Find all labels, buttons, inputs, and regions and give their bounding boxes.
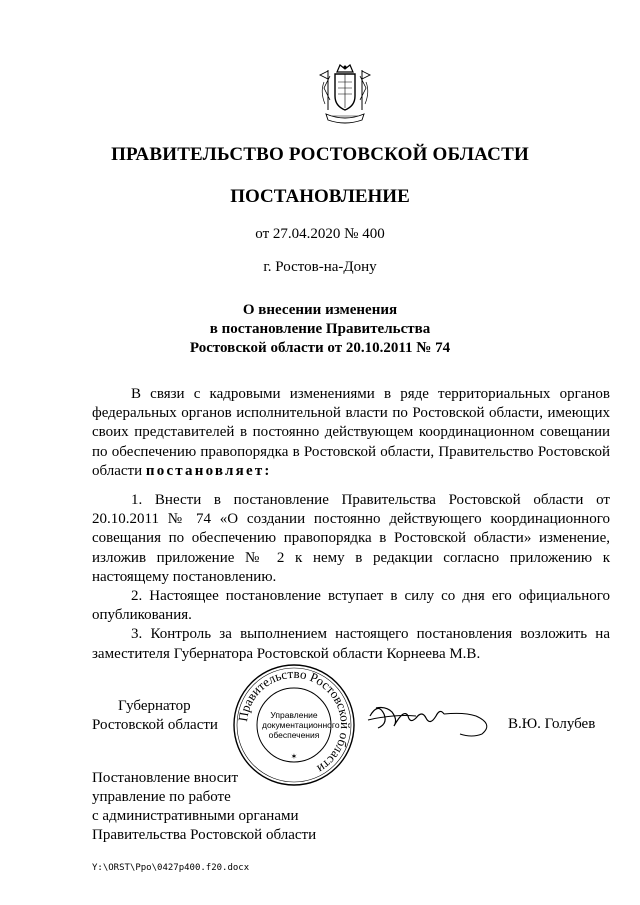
submitter-line-2: управление по работе — [92, 789, 231, 805]
submitter-block — [92, 769, 316, 845]
submitter-line-4: Правительства Ростовской области — [92, 827, 317, 843]
doc-type-heading: ПОСТАНОВЛЕНИЕ — [230, 186, 410, 207]
city: г. Ростов-на-Дону — [263, 259, 377, 275]
title-line-2: в постановление Правительства — [209, 321, 431, 337]
item-3: 3. Контроль за выполнением настоящего постановления возложить на заместителя Губернатора Ростовской области Корнеева М.В. — [92, 626, 610, 662]
submitter-line-1: Постановление вносит — [92, 770, 239, 786]
position-line-2: Ростовской области — [92, 717, 218, 733]
file-path: Y:\ORST\Ppo\0427p400.f20.docx — [92, 863, 250, 873]
title-line-3: Ростовской области от 20.10.2011 № 74 — [189, 340, 451, 356]
stamp-center-line-1: Управление — [270, 710, 318, 720]
signatory-position — [92, 697, 218, 735]
item-2: 2. Настоящее постановление вступает в силу со дня его официального опубликования. — [92, 588, 610, 624]
preamble-text: В связи с кадровыми изменениями в ряде территориальных органов федеральных органов исполнительной власти по Ростовской области, имеющих своих представителей в постоянно действующем координационном совещании по обеспечению правопорядка в Ростовской области, Правительство Ростовской области — [92, 386, 610, 479]
org-title: ПРАВИТЕЛЬСТВО РОСТОВСКОЙ ОБЛАСТИ — [111, 144, 529, 165]
document-title — [0, 301, 640, 358]
handwritten-signature — [364, 694, 504, 742]
stamp-center-line-2: документационного — [262, 720, 340, 730]
stamp-ring-text: Правительство Ростовской области — [235, 665, 354, 777]
item-1: 1. Внести в постановление Правительства Ростовской области от 20.10.2011 № 74 «О создании постоянно действующего координационного совещания по обеспечению правопорядка в Ростовской области» изменение, изложив приложение № 2 к нему в редакции согласно приложению к настоящему постановлению. — [92, 492, 610, 585]
decree-word: постановляет: — [145, 462, 272, 479]
submitter-line-3: с административными органами — [92, 808, 299, 824]
svg-text:✶: ✶ — [290, 752, 298, 761]
position-line-1: Губернатор — [118, 698, 191, 714]
coat-of-arms-emblem — [316, 62, 374, 126]
preamble-paragraph — [92, 385, 610, 481]
decree-items — [92, 491, 610, 664]
date-number: от 27.04.2020 № 400 — [255, 226, 385, 242]
stamp-center-line-3: обеспечения — [268, 730, 320, 740]
signatory-name: В.Ю. Голубев — [508, 716, 596, 732]
title-line-1: О внесении изменения — [242, 302, 398, 318]
